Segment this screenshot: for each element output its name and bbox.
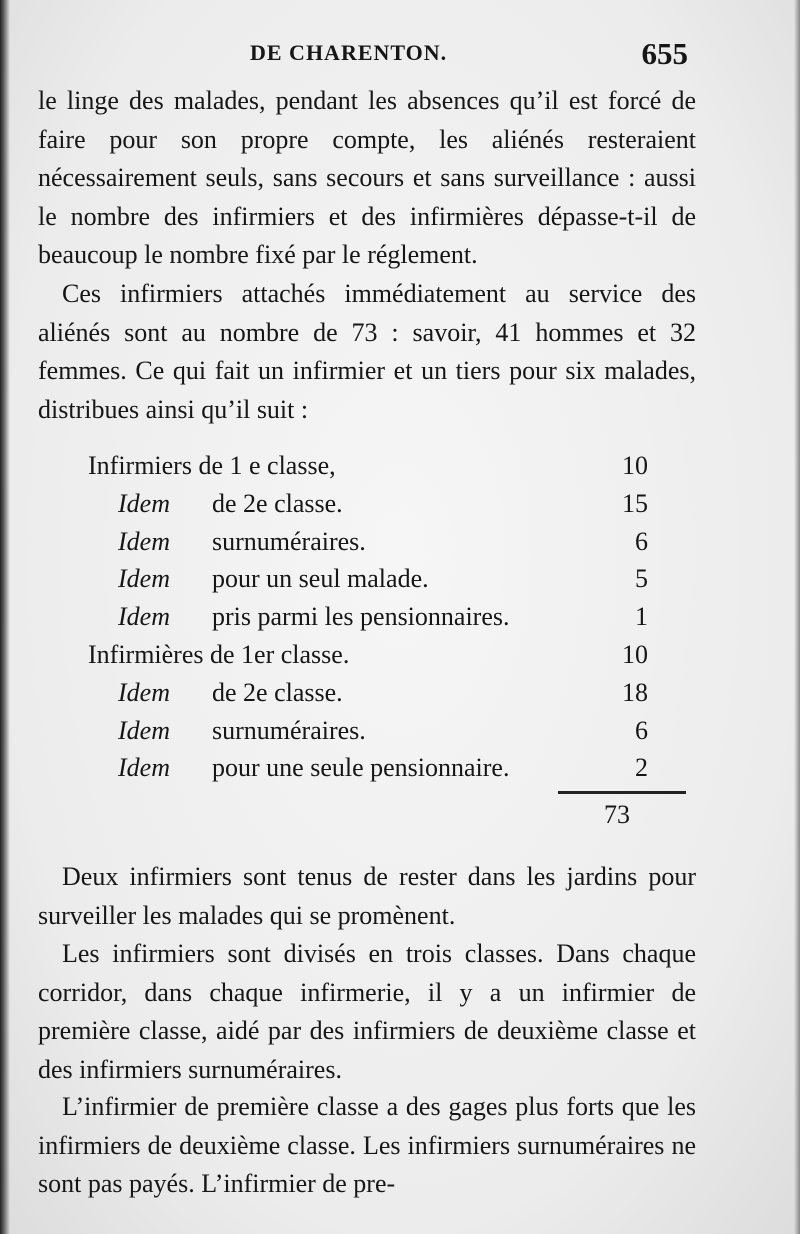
row-idem: Idem xyxy=(118,753,170,783)
total-rule xyxy=(558,791,686,794)
row-label: pour un seul malade. xyxy=(212,564,429,594)
paragraph-wages: L’infirmier de première classe a des gages plus forts que les infirmiers de deuxième classe. Les infirmiers surnuméraires ne sont pas payés. L’infirmier de pre- xyxy=(38,1092,696,1198)
paragraph-gardens: Deux infirmiers sont tenus de rester dans les jardins pour surveiller les malades qui se promènent. xyxy=(38,862,696,930)
row-label: Infirmiers de 1 e classe, xyxy=(88,451,336,480)
table-row xyxy=(88,451,648,489)
row-count: 6 xyxy=(635,526,648,556)
paragraph-continuation: le linge des malades, pendant les absences qu’il est forcé de faire pour son propre compte, les aliénés resteraient nécessairement seuls, sans secours et sans surveillance : aussi le nombre des infirmiers et des infirmières dépasse-t-il de beaucoup le nombre fixé par le réglement. xyxy=(38,86,696,269)
table-row xyxy=(88,753,648,791)
table-row xyxy=(88,716,648,754)
row-label: surnuméraires. xyxy=(212,715,366,745)
row-count: 6 xyxy=(635,715,648,745)
page-edge-shadow-right xyxy=(794,0,800,1234)
row-idem: Idem xyxy=(118,715,170,745)
row-label: de 2e classe. xyxy=(212,677,343,707)
table-row xyxy=(88,678,648,716)
row-count: 15 xyxy=(622,488,648,518)
staff-distribution-table xyxy=(88,451,648,791)
table-row xyxy=(88,489,648,527)
row-label: surnuméraires. xyxy=(212,526,366,556)
table-row xyxy=(88,527,648,565)
table-row xyxy=(88,602,648,640)
row-idem: Idem xyxy=(118,564,170,594)
page-number: 655 xyxy=(641,36,688,71)
row-count: 2 xyxy=(635,753,648,783)
row-count: 5 xyxy=(635,564,648,594)
page-edge-shadow-left xyxy=(0,0,10,1234)
row-label: Infirmières de 1er classe. xyxy=(88,639,350,669)
row-label: pris parmi les pensionnaires. xyxy=(212,602,510,632)
row-idem: Idem xyxy=(118,526,170,556)
table-row xyxy=(88,564,648,602)
row-count: 18 xyxy=(622,677,648,707)
row-count: 10 xyxy=(622,451,648,480)
row-label: pour une seule pensionnaire. xyxy=(212,753,510,783)
row-idem: Idem xyxy=(118,677,170,707)
table-row xyxy=(88,640,648,678)
paragraph-staff-count: Ces infirmiers attachés immédiatement au service des aliénés sont au nombre de 73 : savoir, 41 hommes et 32 femmes. Ce qui fait un infirmier et un tiers pour six malades, distribues ainsi qu’il suit : xyxy=(38,279,696,424)
row-label: de 2e classe. xyxy=(212,488,343,518)
paragraph-classes: Les infirmiers sont divisés en trois classes. Dans chaque corridor, dans chaque infirmerie, il y a un infirmier de première classe, aidé par des infirmiers de deuxième classe et des infirmiers surnuméraires. xyxy=(38,939,696,1084)
running-header-title: DE CHARENTON. xyxy=(250,40,448,65)
table-total: 73 xyxy=(604,800,630,829)
row-idem: Idem xyxy=(118,488,170,518)
row-count: 10 xyxy=(622,639,648,669)
row-idem: Idem xyxy=(118,602,170,632)
row-count: 1 xyxy=(635,602,648,632)
